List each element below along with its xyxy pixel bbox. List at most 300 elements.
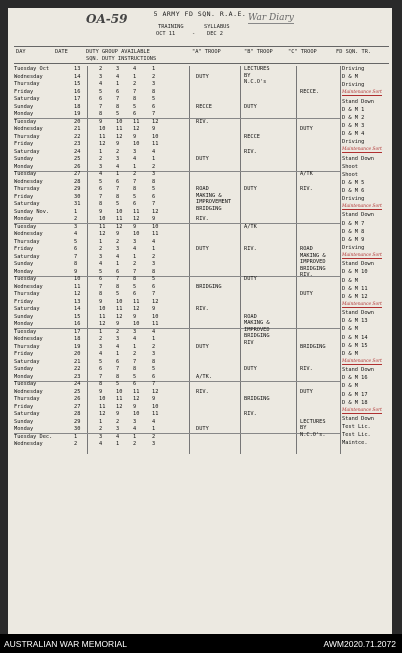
row-group-2: 5 — [116, 111, 120, 117]
row-group-2: 4 — [116, 253, 120, 260]
row-group-3: 11 — [133, 208, 140, 215]
row-date: 4 — [74, 231, 78, 237]
row-group-3: 2 — [133, 441, 137, 447]
row-date: 15 — [74, 81, 81, 87]
row-group-3: 5 — [133, 103, 137, 110]
row-group-4: 1 — [152, 66, 156, 72]
b-troop-entry: LECTURES BY N.C.O's — [244, 66, 270, 85]
sqn-entry: D & M 6 — [342, 188, 365, 195]
row-group-4: 4 — [152, 418, 156, 425]
a-troop-entry: RIV. — [196, 306, 209, 312]
row-date: 1 — [74, 208, 78, 215]
row-group-1: 5 — [99, 358, 103, 365]
row-day: Saturday — [14, 411, 40, 417]
row-group-2: 8 — [116, 103, 120, 110]
row-group-4: 1 — [152, 426, 156, 432]
sqn-entry: D & M 13 — [342, 318, 368, 325]
row-group-1: 5 — [99, 178, 103, 185]
sqn-entry: D & M 10 — [342, 269, 368, 276]
row-group-4: 1 — [152, 246, 156, 252]
week-divider — [14, 381, 340, 382]
sqn-handwritten-note: Maintenance Sort — [342, 302, 382, 307]
b-troop-entry: ROAD MAKING & IMPROVED BRIDGING RIV — [244, 313, 270, 346]
row-group-2: 10 — [116, 388, 123, 395]
row-group-2: 3 — [116, 156, 120, 162]
row-group-3: 7 — [133, 88, 137, 95]
row-date: 28 — [74, 178, 81, 185]
row-group-4: 2 — [152, 253, 156, 260]
row-date: 27 — [74, 403, 81, 410]
row-group-1: 8 — [99, 291, 103, 297]
row-day: Thursday — [14, 133, 40, 140]
row-group-1: 3 — [99, 343, 103, 350]
row-group-2: 3 — [116, 66, 120, 72]
row-group-2: 4 — [116, 73, 120, 80]
row-day: Monday — [14, 111, 34, 117]
row-group-4: 12 — [152, 298, 159, 305]
row-group-1: 4 — [99, 171, 103, 177]
header-oct: OCT 11 — [156, 31, 176, 37]
c-troop-entry: RIV. — [300, 186, 313, 192]
row-day: Monday — [14, 321, 34, 327]
row-group-1: 10 — [99, 126, 106, 132]
row-group-4: 1 — [152, 156, 156, 162]
row-group-1: 9 — [99, 118, 103, 125]
row-day: Sunday — [14, 313, 34, 320]
b-troop-entry: DUTY — [244, 276, 257, 282]
row-group-2: 12 — [116, 403, 123, 410]
row-date: 12 — [74, 291, 81, 297]
row-group-1: 1 — [99, 148, 103, 155]
row-day: Wednesday — [14, 126, 43, 132]
row-date: 21 — [74, 126, 81, 132]
row-day: Saturday — [14, 253, 40, 260]
row-group-4: 6 — [152, 193, 156, 200]
row-group-1: 11 — [99, 403, 106, 410]
row-group-3: 4 — [133, 336, 137, 342]
week-divider — [14, 328, 340, 329]
row-day: Thursday — [14, 291, 40, 297]
week-divider — [14, 118, 340, 119]
row-group-4: 7 — [152, 111, 156, 117]
row-date: 29 — [74, 418, 81, 425]
week-divider — [14, 223, 340, 224]
row-day: Monday — [14, 163, 34, 170]
row-group-3: 3 — [133, 148, 137, 155]
row-date: 26 — [74, 396, 81, 402]
sqn-entry: Stand Down — [342, 155, 374, 162]
row-day: Friday — [14, 246, 34, 252]
row-group-1: 7 — [99, 193, 103, 200]
row-group-3: 11 — [133, 298, 140, 305]
row-group-4: 5 — [152, 186, 156, 192]
c-troop-entry: DUTY — [300, 388, 313, 395]
row-group-3: 5 — [133, 283, 137, 290]
row-group-3: 3 — [133, 418, 137, 425]
handwritten-ref: OA-59 — [86, 12, 128, 26]
header-training: TRAINING — [158, 24, 184, 30]
row-group-2: 7 — [116, 186, 120, 192]
row-day: Thursday — [14, 81, 40, 87]
row-day: Friday — [14, 351, 34, 357]
row-day: Sunday — [14, 103, 34, 110]
row-group-1: 1 — [99, 328, 103, 335]
row-group-3: 8 — [133, 186, 137, 192]
row-group-2: 4 — [116, 343, 120, 350]
row-group-2: 11 — [116, 306, 123, 312]
row-date: 25 — [74, 388, 81, 395]
row-day: Wednesday — [14, 231, 43, 237]
row-day: Saturday — [14, 201, 40, 207]
c-troop-entry: DUTY — [300, 291, 313, 297]
row-group-2: 5 — [116, 291, 120, 297]
row-group-3: 10 — [133, 411, 140, 417]
row-group-3: 12 — [133, 306, 140, 312]
row-date: 2 — [74, 441, 78, 447]
row-day: Friday — [14, 193, 34, 200]
document-page — [8, 8, 392, 634]
row-group-1: 4 — [99, 441, 103, 447]
sqn-entry: Stand Down — [342, 261, 374, 268]
row-date: 6 — [74, 246, 78, 252]
row-group-1: 2 — [99, 336, 103, 342]
grid-line — [340, 66, 341, 454]
b-troop-entry: A/TK — [244, 223, 257, 230]
row-group-2: 3 — [116, 426, 120, 432]
c-troop-entry: A/TK — [300, 171, 313, 177]
sqn-entry: D & M — [342, 350, 358, 357]
row-group-3: 8 — [133, 96, 137, 102]
row-day: Wednesday — [14, 73, 43, 80]
row-date: 3 — [74, 223, 78, 230]
row-group-4: 10 — [152, 133, 159, 140]
row-group-3: 1 — [133, 73, 137, 80]
row-group-4: 10 — [152, 313, 159, 320]
row-day: Thursday — [14, 343, 40, 350]
row-group-2: 10 — [116, 298, 123, 305]
row-group-4: 2 — [152, 73, 156, 80]
row-group-1: 9 — [99, 298, 103, 305]
grid-line — [87, 66, 88, 454]
sqn-entry: D & M 16 — [342, 375, 368, 382]
row-day: Friday — [14, 141, 34, 147]
row-group-1: 8 — [99, 381, 103, 387]
row-day: Saturday — [14, 306, 40, 312]
sqn-entry: Test Lic. — [342, 432, 371, 439]
row-group-2: 1 — [116, 261, 120, 267]
row-group-2: 9 — [116, 231, 120, 237]
row-day: Monday — [14, 216, 34, 222]
row-group-3: 1 — [133, 163, 137, 170]
row-date: 8 — [74, 261, 78, 267]
sqn-entry: Driving — [342, 66, 365, 72]
row-day: Sunday — [14, 261, 34, 267]
row-group-1: 8 — [99, 201, 103, 207]
row-group-4: 11 — [152, 411, 159, 417]
header-rule-top — [14, 46, 389, 47]
row-group-3: 10 — [133, 321, 140, 327]
c-troop-entry: LECTURES BY N.C.O's. — [300, 418, 326, 438]
row-group-1: 3 — [99, 73, 103, 80]
row-group-4: 5 — [152, 96, 156, 102]
row-date: 28 — [74, 411, 81, 417]
row-group-2: 11 — [116, 396, 123, 402]
row-group-2: 12 — [116, 223, 123, 230]
row-group-4: 9 — [152, 306, 156, 312]
row-day: Sunday — [14, 366, 34, 372]
row-group-3: 9 — [133, 133, 137, 140]
row-group-1: 3 — [99, 163, 103, 170]
row-group-1: 12 — [99, 411, 106, 417]
row-group-4: 4 — [152, 148, 156, 155]
col-header-sqn-duty: SQN. DUTY INSTRUCTIONS — [86, 56, 157, 62]
row-date: 22 — [74, 133, 81, 140]
row-day: Monday — [14, 373, 34, 380]
row-group-2: 5 — [116, 381, 120, 387]
row-date: 7 — [74, 253, 78, 260]
row-group-2: 7 — [116, 276, 120, 282]
row-day: Tuesday — [14, 276, 37, 282]
row-group-1: 3 — [99, 433, 103, 440]
row-group-4: 7 — [152, 381, 156, 387]
row-group-2: 6 — [116, 88, 120, 95]
sqn-entry: D & M — [342, 277, 358, 284]
row-day: Friday — [14, 88, 34, 95]
row-group-2: 4 — [116, 433, 120, 440]
row-day: Sunday — [14, 418, 34, 425]
row-group-2: 9 — [116, 141, 120, 147]
row-group-4: 10 — [152, 403, 159, 410]
row-group-2: 5 — [116, 201, 120, 207]
row-group-2: 2 — [116, 238, 120, 245]
row-group-3: 2 — [133, 261, 137, 267]
row-group-3: 6 — [133, 381, 137, 387]
row-group-4: 5 — [152, 276, 156, 282]
row-group-2: 6 — [116, 178, 120, 185]
row-group-2: 6 — [116, 358, 120, 365]
col-header-c-troop: "C" TROOP — [288, 49, 317, 55]
row-group-2: 2 — [116, 148, 120, 155]
row-day: Tuesday Oct — [14, 66, 50, 72]
row-group-3: 12 — [133, 126, 140, 132]
row-day: Tuesday — [14, 223, 37, 230]
row-day: Thursday — [14, 238, 40, 245]
row-date: 23 — [74, 373, 81, 380]
row-group-2: 8 — [116, 283, 120, 290]
b-troop-entry: DUTY — [244, 103, 257, 110]
row-date: 13 — [74, 298, 81, 305]
row-group-4: 11 — [152, 231, 159, 237]
row-group-1: 6 — [99, 186, 103, 192]
row-group-1: 9 — [99, 388, 103, 395]
sqn-entry: Stand Down — [342, 212, 374, 219]
row-date: 15 — [74, 313, 81, 320]
b-troop-entry: RIV. — [244, 148, 257, 155]
sqn-entry: D & M — [342, 74, 358, 81]
row-group-3: 10 — [133, 231, 140, 237]
row-group-3: 10 — [133, 141, 140, 147]
row-group-4: 7 — [152, 201, 156, 207]
sqn-entry: D & M 3 — [342, 122, 365, 129]
row-group-3: 8 — [133, 366, 137, 372]
row-day: Tuesday Dec. — [14, 433, 53, 440]
row-group-3: 2 — [133, 81, 137, 87]
row-group-2: 11 — [116, 126, 123, 132]
row-group-3: 1 — [133, 253, 137, 260]
sqn-handwritten-note: Maintenance Sort — [342, 90, 382, 96]
sqn-entry: Shoot — [342, 163, 358, 170]
sqn-entry: D & M 17 — [342, 391, 368, 398]
sqn-entry: Stand Down — [342, 310, 374, 317]
row-date: 18 — [74, 103, 81, 110]
row-group-4: 2 — [152, 163, 156, 170]
row-day: Thursday — [14, 396, 40, 402]
a-troop-entry: A/TK. — [196, 373, 212, 380]
row-group-2: 7 — [116, 96, 120, 102]
row-group-3: 7 — [133, 178, 137, 185]
sqn-entry: Driving — [342, 139, 365, 146]
archive-footer — [0, 634, 402, 653]
c-troop-entry: DUTY — [300, 126, 313, 132]
row-group-3: 11 — [133, 388, 140, 395]
row-day: Friday — [14, 298, 34, 305]
row-date: 14 — [74, 306, 81, 312]
row-date: 24 — [74, 148, 81, 155]
row-group-2: 6 — [116, 268, 120, 275]
row-day: Monday — [14, 426, 34, 432]
a-troop-entry: DUTY — [196, 426, 209, 432]
row-group-2: 12 — [116, 313, 123, 320]
row-date: 27 — [74, 171, 81, 177]
a-troop-entry: DUTY — [196, 246, 209, 252]
row-group-2: 10 — [116, 118, 123, 125]
row-group-1: 8 — [99, 111, 103, 117]
col-header-a-troop: "A" TROOP — [192, 49, 221, 55]
row-group-4: 11 — [152, 141, 159, 147]
row-group-4: 3 — [152, 261, 156, 267]
footer-accession: AWM2020.71.2072 — [323, 639, 396, 649]
row-group-3: 12 — [133, 216, 140, 222]
a-troop-entry: RIV. — [196, 118, 209, 125]
a-troop-entry: RIV. — [196, 388, 209, 395]
row-group-3: 6 — [133, 201, 137, 207]
row-group-1: 4 — [99, 261, 103, 267]
col-header-fd-sqn: FD SQN. TR. — [336, 49, 372, 55]
row-group-1: 11 — [99, 223, 106, 230]
col-header-day: DAY — [16, 49, 26, 55]
header-syllabus: SYLLABUS — [204, 24, 230, 30]
row-date: 17 — [74, 96, 81, 102]
row-date: 17 — [74, 328, 81, 335]
row-group-3: 7 — [133, 358, 137, 365]
week-divider — [14, 433, 340, 434]
row-group-4: 8 — [152, 178, 156, 185]
week-divider — [14, 171, 340, 172]
row-group-1: 10 — [99, 306, 106, 312]
row-group-2: 3 — [116, 336, 120, 342]
row-group-3: 12 — [133, 396, 140, 402]
row-date: 10 — [74, 276, 81, 282]
row-group-1: 12 — [99, 141, 106, 147]
row-group-4: 5 — [152, 366, 156, 372]
row-date: 14 — [74, 73, 81, 80]
row-group-4: 3 — [152, 351, 156, 357]
row-date: 21 — [74, 358, 81, 365]
row-group-3: 4 — [133, 66, 137, 72]
sqn-entry: D & M 15 — [342, 342, 368, 349]
row-day: Tuesday — [14, 118, 37, 125]
row-date: 30 — [74, 426, 81, 432]
row-date: 20 — [74, 351, 81, 357]
row-date: 24 — [74, 381, 81, 387]
row-date: 5 — [74, 238, 78, 245]
row-group-3: 5 — [133, 193, 137, 200]
row-group-4: 2 — [152, 433, 156, 440]
b-troop-entry: BRIDGING — [244, 396, 270, 402]
sqn-entry: Stand Down — [342, 98, 374, 105]
row-group-3: 6 — [133, 111, 137, 117]
row-date: 30 — [74, 193, 81, 200]
a-troop-entry: RIV. — [196, 216, 209, 222]
row-day: Wednesday — [14, 336, 43, 342]
row-day: Tuesday — [14, 171, 37, 177]
b-troop-entry: RECCE — [244, 133, 260, 140]
header-dash: - — [192, 31, 196, 37]
sqn-handwritten-note: Maintenance Sort — [342, 253, 382, 259]
row-group-3: 2 — [133, 171, 137, 177]
row-group-4: 8 — [152, 358, 156, 365]
c-troop-entry: ROAD MAKING & IMPROVED BRIDGING RIV. — [300, 246, 326, 278]
row-day: Sunday — [14, 156, 34, 162]
row-group-1: 5 — [99, 268, 103, 275]
row-group-1: 2 — [99, 66, 103, 72]
row-group-1: 1 — [99, 238, 103, 245]
row-date: 16 — [74, 88, 81, 95]
c-troop-entry: RIV. — [300, 366, 313, 372]
c-troop-entry: RECCE. — [300, 88, 320, 95]
a-troop-entry: DUTY — [196, 343, 209, 350]
row-group-1: 6 — [99, 276, 103, 282]
row-group-4: 4 — [152, 238, 156, 245]
row-day: Monday — [14, 268, 34, 275]
row-group-1: 12 — [99, 321, 106, 327]
row-day: Wednesday — [14, 388, 43, 395]
row-group-4: 9 — [152, 396, 156, 402]
sqn-entry: Maintce. — [342, 440, 368, 447]
row-group-4: 12 — [152, 208, 159, 215]
row-day: Saturday — [14, 96, 40, 102]
row-date: 20 — [74, 118, 81, 125]
sqn-entry: D & M 1 — [342, 106, 365, 113]
row-group-2: 1 — [116, 441, 120, 447]
sqn-entry: Stand Down — [342, 367, 374, 374]
row-date: 2 — [74, 216, 78, 222]
b-troop-entry: RIV. — [244, 246, 257, 252]
row-group-4: 8 — [152, 88, 156, 95]
row-day: Wednesday — [14, 283, 43, 290]
row-day: Tuesday — [14, 328, 37, 335]
row-date: 26 — [74, 163, 81, 170]
sqn-handwritten-note: Maintenance Sort — [342, 204, 382, 210]
row-group-3: 11 — [133, 118, 140, 125]
footer-institution: AUSTRALIAN WAR MEMORIAL — [4, 639, 127, 649]
row-group-2: 9 — [116, 411, 120, 417]
row-date: 22 — [74, 366, 81, 372]
row-group-3: 6 — [133, 291, 137, 297]
row-date: 19 — [74, 111, 81, 117]
row-day: Wednesday — [14, 441, 43, 447]
row-group-1: 11 — [99, 313, 106, 320]
